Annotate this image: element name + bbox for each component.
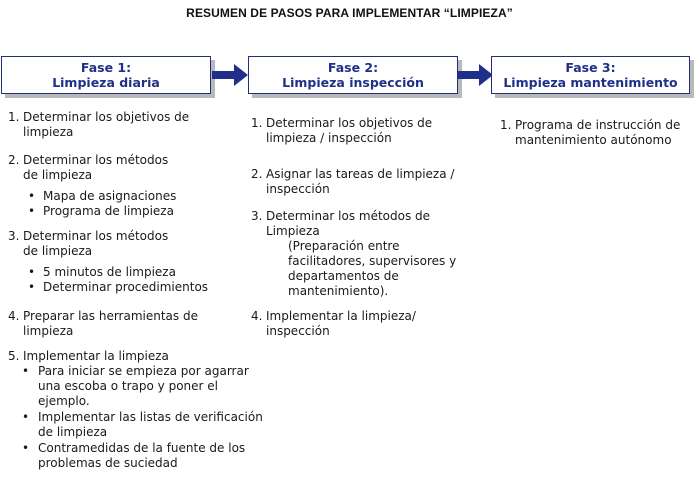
step-text: Preparar las herramientas de limpieza bbox=[23, 309, 198, 338]
bullet-icon: • bbox=[28, 204, 36, 218]
step-text: Determinar los métodos de limpieza bbox=[23, 229, 169, 258]
phase-2-step bbox=[251, 309, 481, 339]
step-text: Programa de instrucción de mantenimiento autónomo bbox=[515, 118, 681, 147]
bullet-text: Programa de limpieza bbox=[43, 204, 174, 218]
bullet-icon: • bbox=[22, 364, 30, 378]
step-note: (Preparación entre facilitadores, supervisores y departamentos de mantenimiento). bbox=[288, 239, 457, 298]
phase-3-name: Limpieza mantenimiento bbox=[503, 75, 678, 90]
arrow-right-icon bbox=[457, 64, 493, 86]
step-number: 1. bbox=[500, 118, 512, 132]
bullet-text: Contramedidas de la fuente de los problemas de suciedad bbox=[38, 441, 246, 470]
phase-1-step bbox=[8, 349, 268, 364]
phase-3-box bbox=[491, 56, 690, 94]
bullet-text: Determinar procedimientos bbox=[43, 280, 209, 294]
phase-2-step bbox=[251, 116, 481, 146]
bullet-icon: • bbox=[28, 280, 36, 294]
step-text: Implementar la limpieza bbox=[23, 349, 169, 363]
step-text: Determinar los métodos de Limpieza bbox=[266, 209, 431, 238]
phase-1-name: Limpieza diaria bbox=[52, 75, 160, 90]
phase-3-label: Fase 3: bbox=[565, 60, 616, 75]
step-text: Implementar la limpieza/ inspección bbox=[266, 309, 416, 338]
phase-1-step bbox=[8, 309, 268, 339]
phase-2-label: Fase 2: bbox=[327, 60, 379, 75]
bullet-icon: • bbox=[22, 441, 30, 455]
step-number: 2. bbox=[8, 153, 20, 167]
step-number: 4. bbox=[251, 309, 263, 323]
step-text: Determinar los objetivos de limpieza / inspección bbox=[266, 116, 433, 145]
bullet-item bbox=[8, 280, 268, 295]
bullet-icon: • bbox=[28, 265, 36, 279]
bullet-item bbox=[8, 265, 268, 280]
bullet-text: 5 minutos de limpieza bbox=[43, 265, 176, 279]
bullet-item bbox=[8, 410, 268, 440]
bullet-item bbox=[8, 189, 268, 204]
phase-2-name: Limpieza inspección bbox=[282, 75, 424, 90]
step-number: 3. bbox=[251, 209, 263, 223]
bullet-icon: • bbox=[28, 189, 36, 203]
phase-1-box bbox=[1, 56, 211, 94]
bullet-item bbox=[8, 441, 268, 471]
bullet-item bbox=[8, 364, 268, 409]
step-text: Determinar los métodos de limpieza bbox=[23, 153, 169, 182]
step-number: 3. bbox=[8, 229, 20, 243]
phase-3-steps bbox=[500, 118, 695, 148]
bullet-text: Mapa de asignaciones bbox=[43, 189, 177, 203]
phase-1-steps bbox=[8, 110, 268, 471]
bullet-text: Implementar las listas de verificación de limpieza bbox=[38, 410, 263, 439]
phase-2-steps bbox=[251, 116, 481, 339]
phase-2-step bbox=[251, 209, 481, 239]
bullet-item bbox=[8, 204, 268, 219]
bullet-icon: • bbox=[22, 410, 30, 424]
phase-1-step bbox=[8, 229, 268, 259]
step-number: 2. bbox=[251, 167, 263, 181]
phase-2-step bbox=[251, 167, 481, 197]
phase-3-step bbox=[500, 118, 695, 148]
phase-1-step bbox=[8, 153, 268, 183]
arrow-right-icon bbox=[212, 64, 248, 86]
step-number: 1. bbox=[251, 116, 263, 130]
step-number: 5. bbox=[8, 349, 20, 363]
phase-1-step bbox=[8, 110, 268, 140]
phase-2-box bbox=[248, 56, 458, 94]
bullet-text: Para iniciar se empieza por agarrar una escoba o trapo y poner el ejemplo. bbox=[38, 364, 249, 408]
step-text: Asignar las tareas de limpieza / inspección bbox=[266, 167, 455, 196]
step-number: 4. bbox=[8, 309, 20, 323]
step-number: 1. bbox=[8, 110, 20, 124]
step-text: Determinar los objetivos de limpieza bbox=[23, 110, 190, 139]
phase-1-label: Fase 1: bbox=[80, 60, 132, 75]
page-title: RESUMEN DE PASOS PARA IMPLEMENTAR “LIMPIEZA” bbox=[186, 6, 513, 20]
